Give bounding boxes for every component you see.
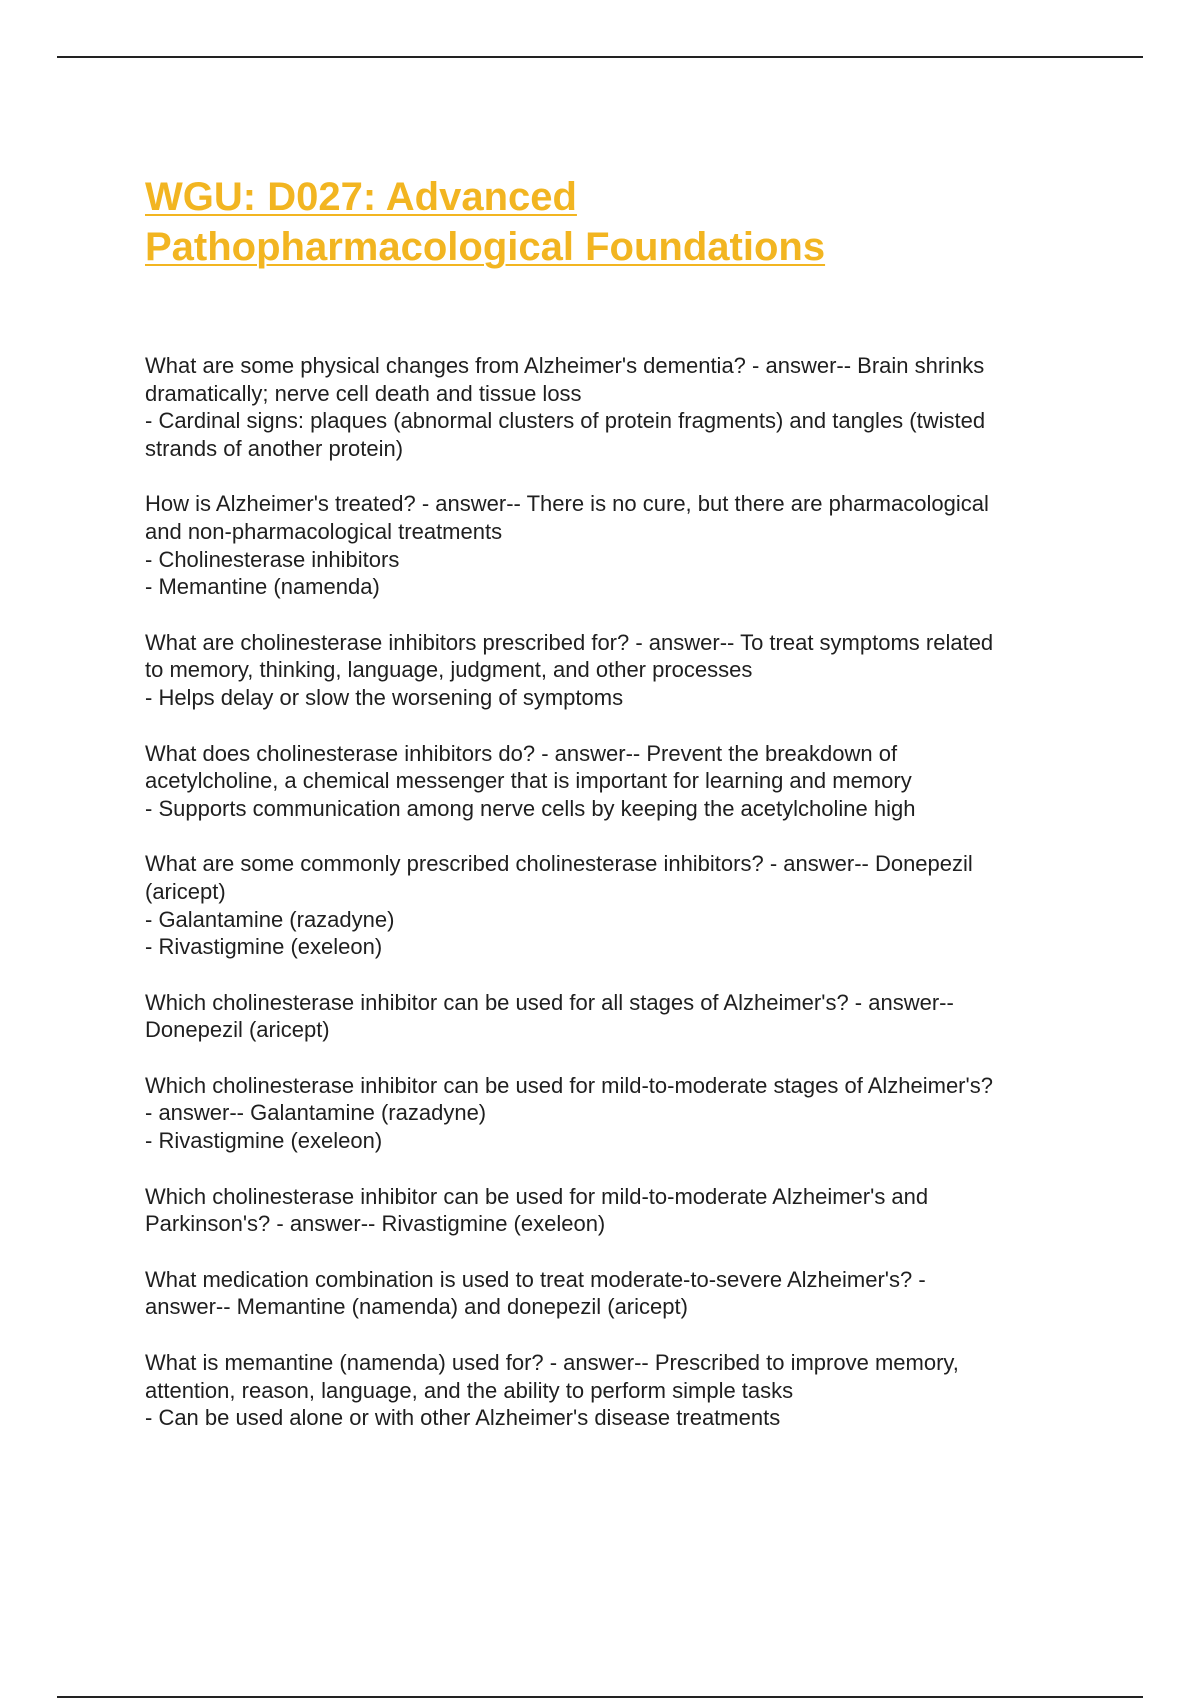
qa-line: Which cholinesterase inhibitor can be used for mild-to-moderate stages of Alzheimer's? xyxy=(145,1072,993,1098)
qa-line: - Galantamine (razadyne) xyxy=(145,906,395,932)
qa-line: - Supports communication among nerve cells by keeping the acetylcholine high xyxy=(145,795,916,821)
qa-item xyxy=(145,1183,1090,1238)
qa-line: How is Alzheimer's treated? - answer-- There is no cure, but there are pharmacological xyxy=(145,491,989,517)
qa-line: (aricept) xyxy=(145,878,226,904)
qa-line: - Rivastigmine (exeleon) xyxy=(145,934,383,960)
document-body xyxy=(145,172,1090,1460)
qa-line: dramatically; nerve cell death and tissue loss xyxy=(145,380,582,406)
qa-line: - Can be used alone or with other Alzheimer's disease treatments xyxy=(145,1405,781,1431)
qa-item xyxy=(145,1266,1090,1321)
qa-line: What medication combination is used to treat moderate-to-severe Alzheimer's? - xyxy=(145,1266,926,1292)
qa-item xyxy=(145,989,1090,1044)
qa-item xyxy=(145,629,1090,712)
qa-line: - Helps delay or slow the worsening of symptoms xyxy=(145,684,624,710)
qa-item xyxy=(145,1349,1090,1432)
qa-line: Donepezil (aricept) xyxy=(145,1017,330,1043)
qa-line: - Memantine (namenda) xyxy=(145,574,380,600)
title-line-1: WGU: D027: Advanced xyxy=(145,175,577,219)
bottom-rule xyxy=(57,1696,1143,1698)
qa-line: What are some physical changes from Alzheimer's dementia? - answer-- Brain shrinks xyxy=(145,353,985,378)
qa-item xyxy=(145,352,1090,462)
title-line-2: Pathopharmacological Foundations xyxy=(145,225,826,269)
qa-line: What does cholinesterase inhibitors do? - answer-- Prevent the breakdown of xyxy=(145,740,898,766)
qa-line: What are cholinesterase inhibitors prescribed for? - answer-- To treat symptoms related xyxy=(145,629,994,655)
qa-line: attention, reason, language, and the ability to perform simple tasks xyxy=(145,1377,794,1403)
qa-line: - Cholinesterase inhibitors xyxy=(145,546,400,572)
qa-item xyxy=(145,850,1090,960)
qa-line: Which cholinesterase inhibitor can be used for mild-to-moderate Alzheimer's and xyxy=(145,1183,929,1209)
document-title xyxy=(145,172,1090,272)
qa-line: acetylcholine, a chemical messenger that is important for learning and memory xyxy=(145,768,912,794)
top-rule xyxy=(57,56,1143,58)
qa-line: - answer-- Galantamine (razadyne) xyxy=(145,1100,487,1126)
qa-line: Parkinson's? - answer-- Rivastigmine (exeleon) xyxy=(145,1211,606,1237)
qa-line: What are some commonly prescribed cholinesterase inhibitors? - answer-- Donepezil xyxy=(145,851,973,877)
qa-line: strands of another protein) xyxy=(145,435,404,461)
qa-line: What is memantine (namenda) used for? - answer-- Prescribed to improve memory, xyxy=(145,1350,959,1376)
qa-line: - Cardinal signs: plaques (abnormal clusters of protein fragments) and tangles (twisted xyxy=(145,408,986,434)
qa-item xyxy=(145,740,1090,823)
qa-list xyxy=(145,352,1090,1432)
qa-line: and non-pharmacological treatments xyxy=(145,518,503,544)
qa-item xyxy=(145,1072,1090,1155)
qa-line: to memory, thinking, language, judgment, and other processes xyxy=(145,657,753,683)
qa-line: answer-- Memantine (namenda) and donepezil (aricept) xyxy=(145,1294,688,1320)
qa-line: - Rivastigmine (exeleon) xyxy=(145,1128,383,1154)
qa-line: Which cholinesterase inhibitor can be used for all stages of Alzheimer's? - answer-- xyxy=(145,989,954,1015)
qa-item xyxy=(145,490,1090,600)
